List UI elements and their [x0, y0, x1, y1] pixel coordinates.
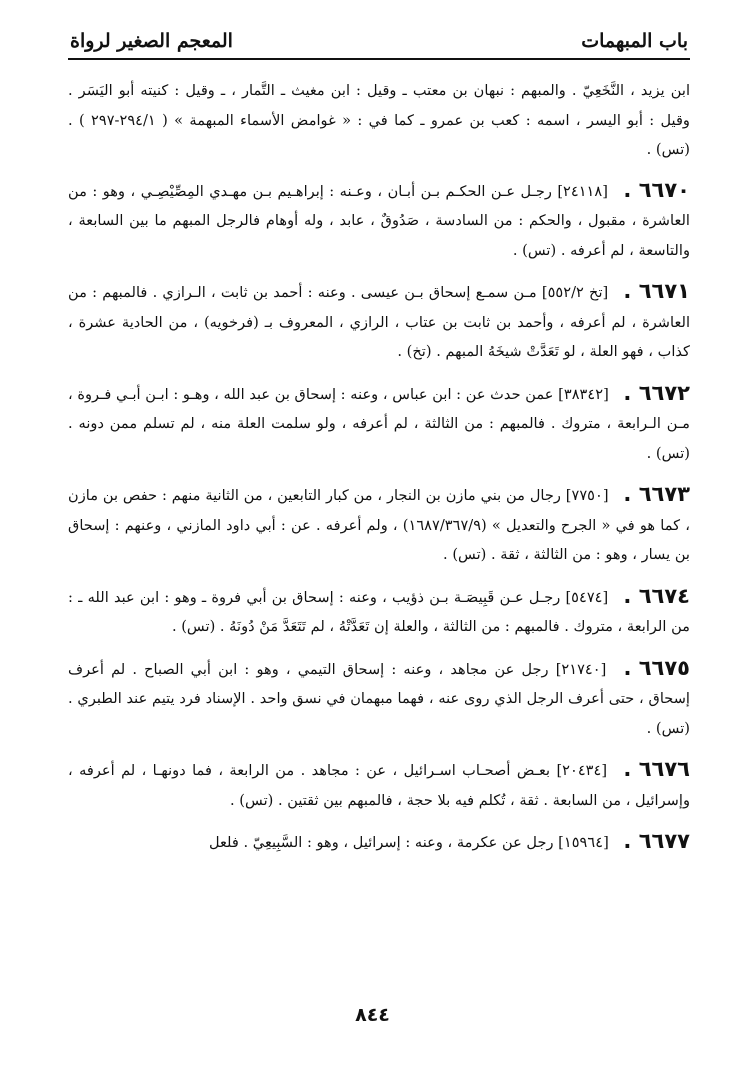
- header-divider: [68, 58, 690, 60]
- entry-number: ٦٦٧٠ .: [623, 177, 690, 202]
- entry-text: [٧٧٥٠] رجال من بني مازن بن النجار ، من كبار التابعين ، من الثانية منهم : حفص بن مازن ، كما هو في « الجرح والتعديل » (١٦٨٧/٣٦٧/٩) ، ولم أعرفه . عن : أبي داود المازني ، وعنهم : إسحاق بن يسار ، وهو : من الثالثة ، ثقة . (تس) .: [68, 487, 691, 563]
- entry-number: ٦٦٧٤ .: [623, 583, 690, 608]
- entry-6677: [68, 826, 690, 858]
- entry-6673: [68, 479, 690, 570]
- book-title: المعجم الصغير لرواة: [70, 30, 233, 52]
- entry-6671: [68, 276, 690, 367]
- entry-number: ٦٦٧٣ .: [623, 482, 690, 506]
- entry-text: [١٥٩٦٤] رجل عن عكرمة ، وعنه : إسرائيل ، وهو : السَّبِيعِيّ . فلعل: [208, 834, 609, 851]
- entry-6672: [68, 378, 690, 469]
- page-number: ٨٤٤: [355, 1004, 390, 1026]
- entry-text: [تخ ٥٥٢/٢] مـن سمـع إسحاق بـن عيسى . وعنه : أحمد بن ثابت ، الـرازي . فالمبهم : من العاشرة ، لم أعرفه ، وأحمد بن ثابت بن عتاب ، الرازي ، المعروف بـ (فرخويه) ، من الحادية عشرة ، كذاب ، فهو العلة ، لو تَعَدَّتْ شيخَهُ المبهم . (تخ) .: [68, 284, 690, 360]
- entries-body: [68, 76, 690, 858]
- entry-number: ٦٦٧٥ .: [623, 655, 691, 680]
- entry-6675: [68, 653, 690, 744]
- entry-text: [٣٨٣٤٢] عمن حدث عن : ابن عباس ، وعنه : إسحاق بن عبد الله ، وهـو : ابـن أبـي فـروة ، مـن الـرابعة ، متروك . فالمبهم : من الثالثة ، لم أعرفه ، ولو سلمت العلة منه ، لم تسلم ممن دونه . (تس) .: [68, 385, 690, 462]
- entry-text: [٥٤٧٤] رجـل عـن قَبِيصَـة بـن ذؤيب ، وعنه : إسحاق بن أبي فروة ـ وهو : ابن عبد الله ـ : من الرابعة ، متروك . فالمبهم : من الثالثة ، والعلة إن تَعَدَّتْهُ ، لم تَتَعَدَّ مَنْ دُونَهُ . (تس) .: [68, 588, 690, 635]
- entry-text: [٢٠٤٣٤] بعـض أصحـاب اسـرائيل ، عن : مجاهد . من الرابعة ، فما دونهـا ، لم أعرفه ، وإسرائيل ، من السابعة . ثقة ، تُكلم فيه بلا حجة ، فالمبهم بين ثقتين . (تس) .: [68, 762, 690, 809]
- continued-paragraph: ابن يزيد ، النَّخَعِيّ . والمبهم : نبهان بن معتب ـ وقيل : ابن مغيث ـ التَّمار ، ـ وقيل : كنيته أبو اليَسَر . وقيل : أبو اليسر ، اسمه : كعب بن عمرو ـ كما في : « غوامض الأسماء المبهمة » ( ٢٩٤/١-٢٩٧ ) . (تس) .: [68, 82, 690, 158]
- running-header: [68, 18, 690, 54]
- entry-number: ٦٦٧٧ .: [623, 829, 690, 853]
- entry-text: [٢١٧٤٠] رجل عن مجاهد ، وعنه : إسحاق التيمي ، وهو : ابن أبي الصباح . لم أعرف إسحاق ، حتى أعرف الرجل الذي روى عنه ، فهما مبهمان في نسق واحد . الإسناد فرد يتيم عند الطبري . (تس) .: [68, 660, 690, 737]
- entry-6676: [68, 754, 690, 815]
- entry-text: [٢٤١١٨] رجـل عـن الحكـم بـن أبـان ، وعـنه : إبراهـيم بـن مهـدي المِصِّيْصِـي ، وهو : من العاشرة ، مقبول ، والحكم : من السادسة ، صَدُوقٌ ، عابد ، وله أوهام فالرجل المبهم ما بين السابعة ، والتاسعة ، لم أعرفه . (تس) .: [68, 182, 690, 259]
- book-page: [68, 18, 690, 1078]
- entry-number: ٦٦٧٦ .: [623, 757, 690, 781]
- chapter-title: باب المبهمات: [581, 30, 688, 52]
- entry-number: ٦٦٧١ .: [623, 279, 690, 303]
- entry-6670: [68, 175, 690, 266]
- entry-6674: [68, 581, 690, 642]
- entry-number: ٦٦٧٢ .: [623, 380, 690, 405]
